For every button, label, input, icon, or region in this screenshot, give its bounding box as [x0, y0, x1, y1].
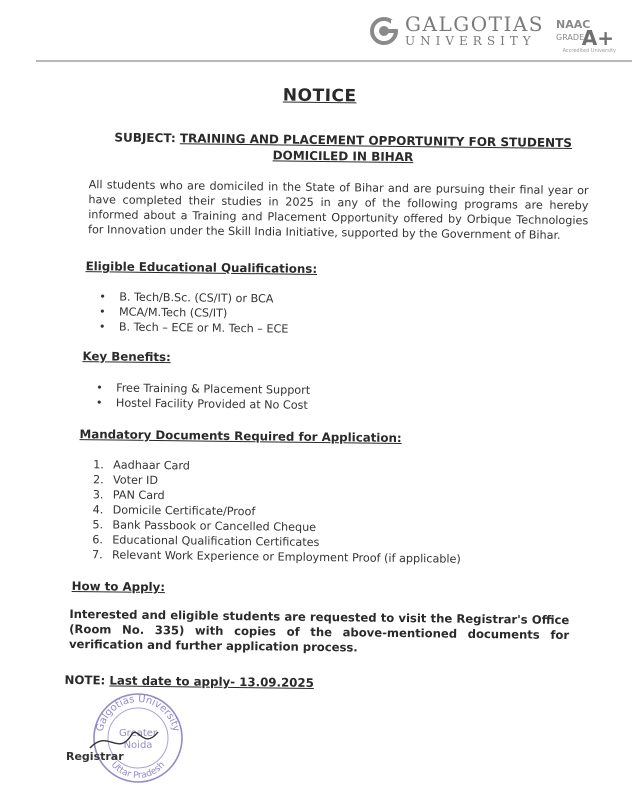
stamp-bottom-text: Uttar Pradesh [108, 760, 168, 782]
documents-heading: Mandatory Documents Required for Application: [79, 427, 402, 445]
logo-subtitle: UNIVERSITY [405, 34, 536, 48]
university-seal-stamp [88, 688, 188, 784]
note-deadline: Last date to apply- 13.09.2025 [109, 673, 314, 690]
list-item: 4. Domicile Certificate/Proof [92, 503, 256, 519]
list-item: • B. Tech/B.Sc. (CS/IT) or BCA [93, 289, 493, 309]
stamp-middle-1: Greater [118, 728, 158, 739]
apply-heading: How to Apply: [71, 578, 166, 595]
list-item: 5. Bank Passbook or Cancelled Cheque [92, 518, 317, 534]
benefits-list [90, 380, 490, 415]
documents-list [86, 457, 547, 568]
list-item: • B. Tech – ECE or M. Tech – ECE [93, 319, 493, 339]
list-item: • Hostel Facility Provided at No Cost [90, 395, 490, 415]
stamp-middle-2: Noida [123, 740, 153, 751]
benefits-heading: Key Benefits: [82, 349, 171, 365]
list-item: • MCA/M.Tech (CS/IT) [93, 304, 493, 324]
qualifications-heading: Eligible Educational Qualifications: [85, 259, 318, 276]
page-title: NOTICE [282, 85, 357, 107]
signatory-label: Registrar [66, 750, 124, 763]
naac-label: NAAC [556, 18, 591, 31]
list-item: 3. PAN Card [92, 488, 165, 503]
apply-paragraph: Interested and eligible students are requested to visit the Registrar's Office (Room No. 335) with copies of the above-mentioned documents for verification and further application process. [68, 606, 570, 655]
notice-subject [103, 129, 583, 167]
grade-label: GRADE [556, 33, 585, 42]
subject-line-1: TRAINING AND PLACEMENT OPPORTUNITY FOR STUDENTS [179, 131, 573, 151]
list-item: 7. Relevant Work Experience or Employment Proof (if applicable) [92, 548, 461, 566]
svg-text:Galgotias University [95, 694, 182, 733]
stamp-top-text: Galgotias University [94, 693, 182, 733]
list-item: 1. Aadhaar Card [93, 458, 191, 473]
logo-name: GALGOTIAS [405, 12, 544, 36]
list-item: 6. Educational Qualification Certificates [92, 533, 320, 550]
intro-paragraph: All students who are domiciled in the State of Bihar and are pursuing their final year or have completed their studies in 2025 in any of the following programs are hereby informed about a Training and Placement Opportunity offered by Orbique Technologies for Innovation under the Skill India Initiative, supported by the Government of Bihar. [87, 178, 589, 242]
subject-label: SUBJECT: [114, 130, 176, 146]
qualifications-list [93, 289, 494, 339]
accredited-label: Accredited University [562, 48, 616, 54]
subject-line-2: DOMICILED IN BIHAR [272, 148, 414, 165]
svg-text:Uttar Pradesh [109, 760, 167, 781]
note-label: NOTE: [64, 672, 106, 688]
list-item: 2. Voter ID [92, 473, 159, 488]
list-item: • Free Training & Placement Support [90, 380, 490, 400]
grade-value: A+ [581, 26, 614, 50]
